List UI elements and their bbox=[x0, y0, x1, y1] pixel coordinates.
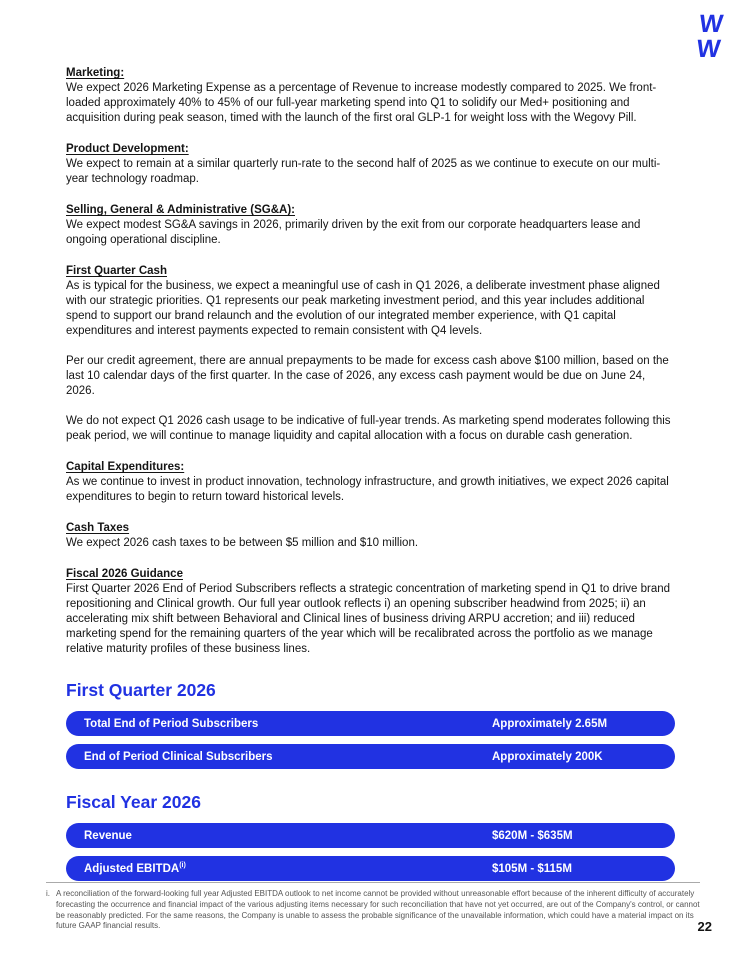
row-value: Approximately 200K bbox=[492, 750, 603, 763]
section-paragraph: We expect to remain at a similar quarterly run-rate to the second half of 2025 as we continue to execute on our multi-year technology roadmap. bbox=[66, 158, 661, 185]
section-marketing bbox=[66, 66, 675, 126]
section-heading: Marketing: bbox=[66, 67, 125, 79]
section-cash-taxes bbox=[66, 521, 675, 551]
footnote-text: A reconciliation of the forward-looking full year Adjusted EBITDA outlook to net income cannot be provided without unreasonable effort because of the inherent difficulty of accurately forecasting the occurrence and financial impact of the various adjusting items necessary for such reconciliation that have not yet occurred, are out of the Company's control, or cannot be reasonably predicted. For the same reasons, the Company is unable to assess the probable significance of the unavailable information, which could have a material impact on its future GAAP financial results. bbox=[56, 889, 700, 931]
footnote-reference: (i) bbox=[179, 862, 186, 870]
footnote bbox=[46, 889, 700, 932]
guidance-first-quarter-2026 bbox=[66, 679, 675, 769]
section-heading: Product Development: bbox=[66, 143, 189, 155]
section-heading: Selling, General & Administrative (SG&A): bbox=[66, 204, 295, 216]
section-heading: Fiscal 2026 Guidance bbox=[66, 568, 183, 580]
ww-logo-bottom-w: W bbox=[695, 35, 721, 63]
guidance-row-revenue bbox=[66, 823, 675, 848]
section-paragraph: We expect modest SG&A savings in 2026, primarily driven by the exit from our corporate headquarters lease and ongoing operational discipline. bbox=[66, 219, 641, 246]
row-label: Total End of Period Subscribers bbox=[84, 717, 259, 730]
row-label: Revenue bbox=[84, 829, 132, 842]
section-paragraph: Per our credit agreement, there are annual prepayments to be made for excess cash above $100 million, based on the last 10 calendar days of the first quarter. In the case of 2026, any excess cash payment would be due on June 24, 2026. bbox=[66, 355, 669, 397]
section-paragraph: As we continue to invest in product innovation, technology infrastructure, and growth initiatives, we expect 2026 capital expenditures to begin to return toward historical levels. bbox=[66, 476, 669, 503]
guidance-row-clinical-subscribers bbox=[66, 744, 675, 769]
section-heading: Capital Expenditures: bbox=[66, 461, 185, 473]
row-label: End of Period Clinical Subscribers bbox=[84, 750, 273, 763]
row-label bbox=[66, 862, 186, 875]
section-heading: First Quarter Cash bbox=[66, 265, 167, 277]
row-value: $620M - $635M bbox=[492, 829, 573, 842]
footnote-area bbox=[46, 882, 700, 932]
guidance-title: First Quarter 2026 bbox=[66, 680, 216, 700]
row-value: Approximately 2.65M bbox=[492, 717, 608, 730]
ww-logo-top-w: W bbox=[698, 10, 723, 38]
guidance-fiscal-year-2026 bbox=[66, 791, 675, 881]
row-value: $105M - $115M bbox=[492, 862, 572, 875]
section-sga bbox=[66, 203, 675, 248]
section-paragraph: We do not expect Q1 2026 cash usage to be indicative of full-year trends. As marketing spend moderates following this peak period, we will continue to manage liquidity and capital allocation with a focus on durable cash generation. bbox=[66, 415, 671, 442]
guidance-row-total-subscribers bbox=[66, 711, 675, 736]
section-heading: Cash Taxes bbox=[66, 522, 130, 534]
section-fiscal-2026-guidance bbox=[66, 567, 675, 657]
section-paragraph: First Quarter 2026 End of Period Subscribers reflects a strategic concentration of marketing spend in Q1 to drive brand repositioning and Clinical growth. Our full year outlook reflects i) an opening subscriber headwind from 2025; ii) an accelerating mix shift between Behavioral and Clinical lines of business driving ARPU accretion; and iii) reduced marketing spend for the remaining quarters of the year which will be recalibrated across the portfolio as we manage relative maturity profiles of these business lines. bbox=[66, 583, 671, 655]
section-paragraph: We expect 2026 cash taxes to be between $5 million and $10 million. bbox=[66, 537, 419, 549]
section-capital-expenditures bbox=[66, 460, 675, 505]
section-paragraph: As is typical for the business, we expect a meaningful use of cash in Q1 2026, a deliberate investment phase aligned with our strategic priorities. Q1 represents our peak marketing investment period, and this year includes additional spend to support our brand relaunch and the evolution of our integrated member experience, with Q1 capital expenditures and interest payments expected to remain consistent with Q4 levels. bbox=[66, 280, 660, 337]
section-first-quarter-cash bbox=[66, 264, 675, 444]
section-paragraph: We expect 2026 Marketing Expense as a percentage of Revenue to increase modestly compared to 2025. We front-loaded approximately 40% to 45% of our full-year marketing spend into Q1 to solidify our Med+ positioning and acquisition during peak season, timed with the launch of the first oral GLP-1 for weight loss with the Wegovy Pill. bbox=[66, 82, 657, 124]
ww-logo bbox=[696, 12, 723, 62]
guidance-title: Fiscal Year 2026 bbox=[66, 792, 201, 812]
guidance-row-adjusted-ebitda bbox=[66, 856, 675, 881]
section-product-development bbox=[66, 142, 675, 187]
page-number: 22 bbox=[697, 919, 712, 934]
document-body bbox=[66, 66, 675, 889]
row-label-text: Adjusted EBITDA bbox=[84, 862, 180, 875]
footnote-marker: i. bbox=[46, 889, 50, 898]
